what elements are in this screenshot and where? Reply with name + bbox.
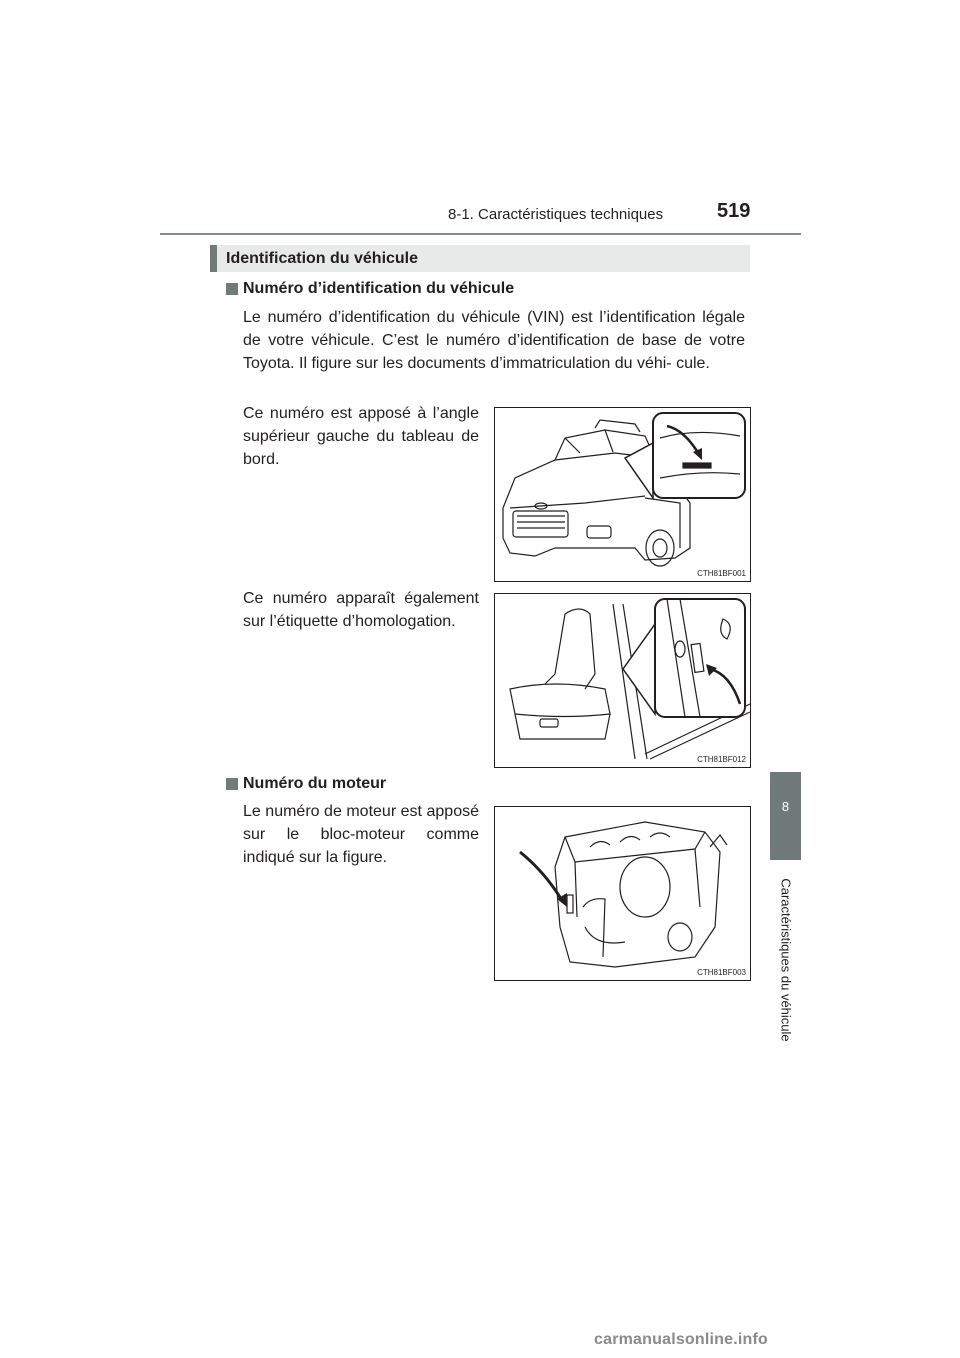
figure-code: CTH81BF001 [697,569,746,578]
page-number: 519 [717,200,751,222]
figure-certification-label [494,593,751,768]
subsection-title-vin: Numéro d’identification du véhicule [243,280,515,297]
door-pillar-illustration [495,594,750,767]
figure-vin-dashboard [494,407,751,582]
engine-block-illustration [495,807,750,980]
chapter-number: 8 [781,799,790,814]
subsection-bullet [226,283,238,295]
vin-location-text-dashboard: Ce numéro est apposé à l’angle supérieur gauche du tableau de bord. [243,405,479,468]
watermark: carmanualsonline.info [594,1331,769,1348]
section-title-marker [210,245,217,272]
chapter-label: Caractéristiques du véhicule [778,878,794,1042]
figure-code: CTH81BF003 [697,968,746,977]
vehicle-front-illustration [495,408,750,581]
running-header-section: 8-1. Caractéristiques techniques [448,206,664,223]
engine-number-text: Le numéro de moteur est apposé sur le bloc-moteur comme indiqué sur la figure. [243,803,479,866]
vin-intro-paragraph: Le numéro d’identification du véhicule (VIN) est l’identification légale de votre véhicule. C’est le numéro d’identification de base de votre Toyota. Il figure sur les documents d’immatriculation du véhi- cule. [243,309,745,372]
figure-engine-number [494,806,751,981]
vin-location-text-label: Ce numéro apparaît également sur l’étiquette d’homologation. [243,590,479,630]
chapter-tab [770,772,801,860]
section-title: Identification du véhicule [226,250,419,267]
subsection-title-engine: Numéro du moteur [243,775,387,792]
figure-code: CTH81BF012 [697,755,746,764]
subsection-bullet [226,778,238,790]
header-rule [160,233,801,235]
